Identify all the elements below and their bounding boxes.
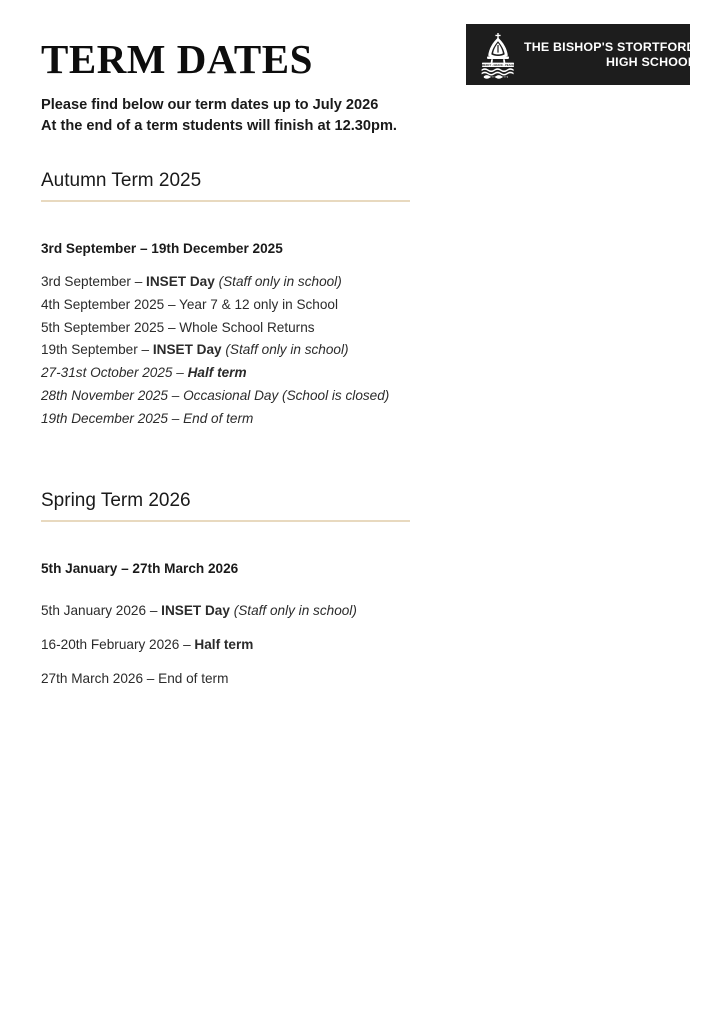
bishop-mitre-crest-icon [478, 31, 518, 79]
date-list-spring [41, 594, 471, 696]
date-entry [41, 271, 471, 294]
term-heading-autumn: Autumn Term 2025 [41, 170, 202, 191]
intro-line-1: Please find below our term dates up to July 2026 [41, 97, 379, 113]
date-entry-text: 19th September – [41, 342, 153, 358]
date-entry [41, 628, 471, 662]
svg-text:MERCY · GRACE · PEACE: MERCY · GRACE · PEACE [481, 63, 515, 67]
term-section-autumn [41, 168, 471, 431]
date-entry-text: INSET Day [161, 603, 230, 618]
date-list-autumn [41, 271, 471, 431]
date-entry-text: Half term [194, 637, 254, 652]
term-range-autumn: 3rd September – 19th December 2025 [41, 241, 283, 256]
date-entry-text: (Staff only in school) [225, 342, 349, 358]
school-name-line-2: HIGH SCHOOL [606, 54, 696, 69]
date-entry-text: Half term [187, 365, 247, 381]
date-entry-text: 27-31st October 2025 – [41, 365, 188, 381]
date-entry [41, 594, 471, 628]
date-entry-text: 19th December 2025 – End of term [41, 410, 254, 426]
date-entry-text: 3rd September – [41, 274, 147, 289]
school-name [524, 40, 696, 70]
date-entry [41, 408, 471, 431]
term-divider-spring [41, 520, 410, 522]
date-entry [41, 385, 471, 408]
school-name-line-1: THE BISHOP'S STORTFORD [524, 39, 696, 54]
term-range-spring: 5th January – 27th March 2026 [41, 561, 239, 576]
date-entry-text: INSET Day [152, 342, 222, 358]
date-entry-text: 4th September 2025 – Year 7 & 12 only in School [41, 296, 339, 312]
term-heading-spring: Spring Term 2026 [41, 490, 191, 511]
date-entry-text: INSET Day [146, 274, 215, 289]
date-entry-text: (Staff only in school) [218, 274, 342, 289]
date-entry-text: 27th March 2026 – End of term [41, 671, 229, 686]
intro-text [41, 95, 471, 136]
date-entry [41, 362, 471, 385]
school-logo [466, 24, 696, 85]
date-entry-text: 28th November 2025 – Occasional Day (School is closed) [41, 387, 390, 403]
date-entry-text: 5th January 2026 – [41, 603, 162, 618]
date-entry-text: (Staff only in school) [233, 603, 357, 618]
date-entry [41, 317, 471, 340]
date-entry [41, 294, 471, 317]
date-entry-text: 5th September 2025 – Whole School Returns [41, 319, 315, 335]
intro-line-2: At the end of a term students will finish at 12.30pm. [41, 117, 397, 134]
date-entry [41, 662, 471, 696]
date-entry-text: 16-20th February 2026 – [41, 637, 195, 652]
date-entry [41, 339, 471, 362]
term-divider-autumn [41, 200, 410, 202]
term-section-spring [41, 488, 471, 696]
page-title: TERM DATES [41, 36, 313, 82]
